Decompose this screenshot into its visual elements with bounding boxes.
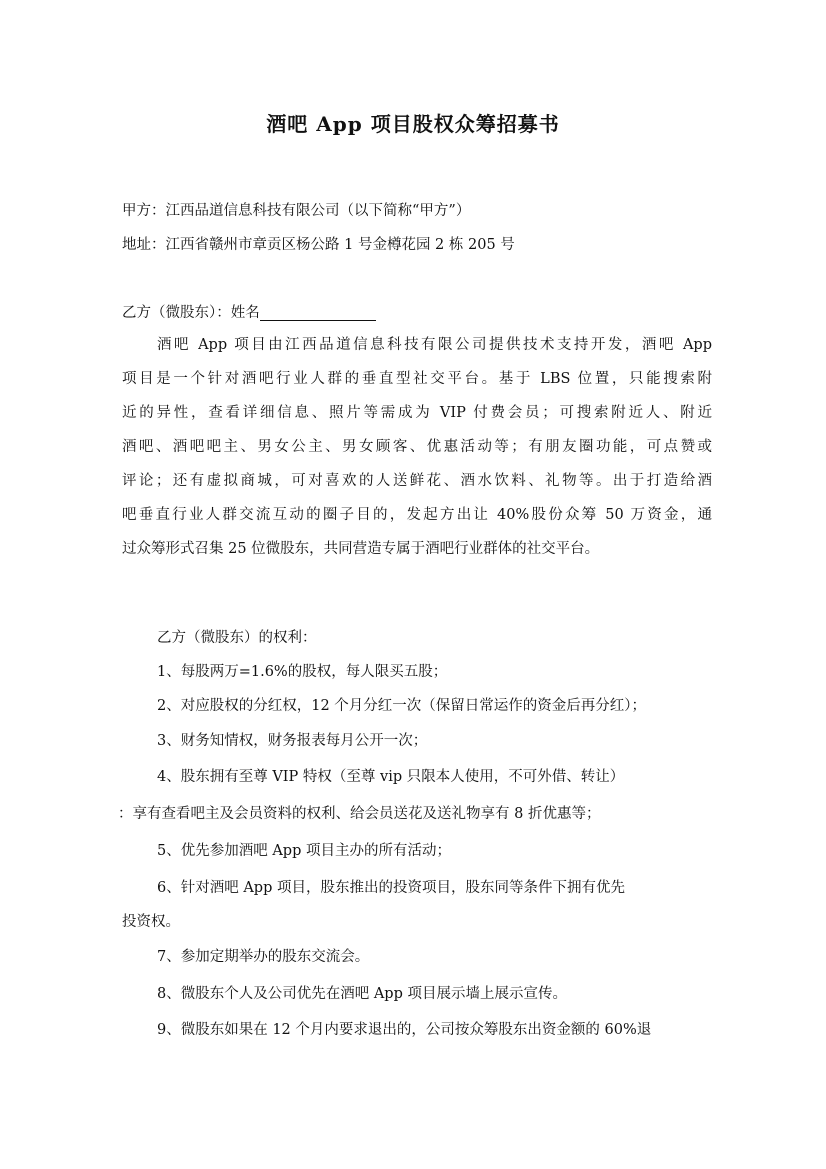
right-item-8: 8、微股东个人及公司优先在酒吧 App 项目展示墙上展示宣传。 [157, 986, 567, 1002]
document-title: 酒吧 App 项目股权众筹招募书 [266, 112, 560, 136]
right-item-2: 2、对应股权的分红权，12 个月分红一次（保留日常运作的资金后再分红）； [157, 698, 647, 714]
right-item-6-continued: 投资权。 [122, 914, 180, 930]
intro-line: 酒吧 App 项目由江西品道信息科技有限公司提供技术支持开发，酒吧 App [157, 337, 712, 353]
right-item-7: 7、参加定期举办的股东交流会。 [157, 949, 370, 965]
right-item-6: 6、针对酒吧 App 项目，股东推出的投资项目，股东同等条件下拥有优先 [157, 880, 625, 896]
intro-line: 评论；还有虚拟商城，可对喜欢的人送鲜花、酒水饮料、礼物等。出于打造给酒 [122, 473, 712, 489]
intro-line: 近的异性，查看详细信息、照片等需成为 VIP 付费会员；可搜索附近人、附近 [122, 405, 712, 421]
right-item-4-continued: ：享有查看吧主及会员资料的权利、给会员送花及送礼物享有 8 折优惠等； [118, 806, 601, 822]
address-line: 地址：江西省赣州市章贡区杨公路 1 号金樽花园 2 栋 205 号 [122, 237, 515, 253]
right-item-9: 9、微股东如果在 12 个月内要求退出的，公司按众筹股东出资金额的 60%退 [157, 1022, 652, 1038]
right-item-1: 1、每股两万=1.6%的股权，每人限买五股； [157, 664, 448, 680]
intro-line: 项目是一个针对酒吧行业人群的垂直型社交平台。基于 LBS 位置，只能搜索附 [122, 371, 712, 387]
intro-paragraph [122, 328, 712, 566]
party-b-line [122, 301, 376, 322]
right-item-3: 3、财务知情权，财务报表每月公开一次； [157, 733, 428, 749]
party-b-label: 乙方（微股东）：姓名 [122, 305, 260, 321]
right-item-5: 5、优先参加酒吧 App 项目主办的所有活动； [157, 843, 451, 859]
intro-line: 吧垂直行业人群交流互动的圈子目的，发起方出让 40%股份众筹 50 万资金，通 [122, 507, 712, 523]
right-item-4: 4、股东拥有至尊 VIP 特权（至尊 vip 只限本人使用，不可外借、转让） [157, 769, 625, 785]
intro-line: 过众筹形式召集 25 位微股东，共同营造专属于酒吧行业群体的社交平台。 [122, 541, 600, 557]
rights-heading: 乙方（微股东）的权利： [157, 630, 317, 646]
intro-line: 酒吧、酒吧吧主、男女公主、男女顾客、优惠活动等；有朋友圈功能，可点赞或 [122, 439, 712, 455]
party-a-line: 甲方：江西品道信息科技有限公司（以下简称“甲方”） [122, 203, 471, 219]
name-signature-blank [260, 302, 376, 321]
